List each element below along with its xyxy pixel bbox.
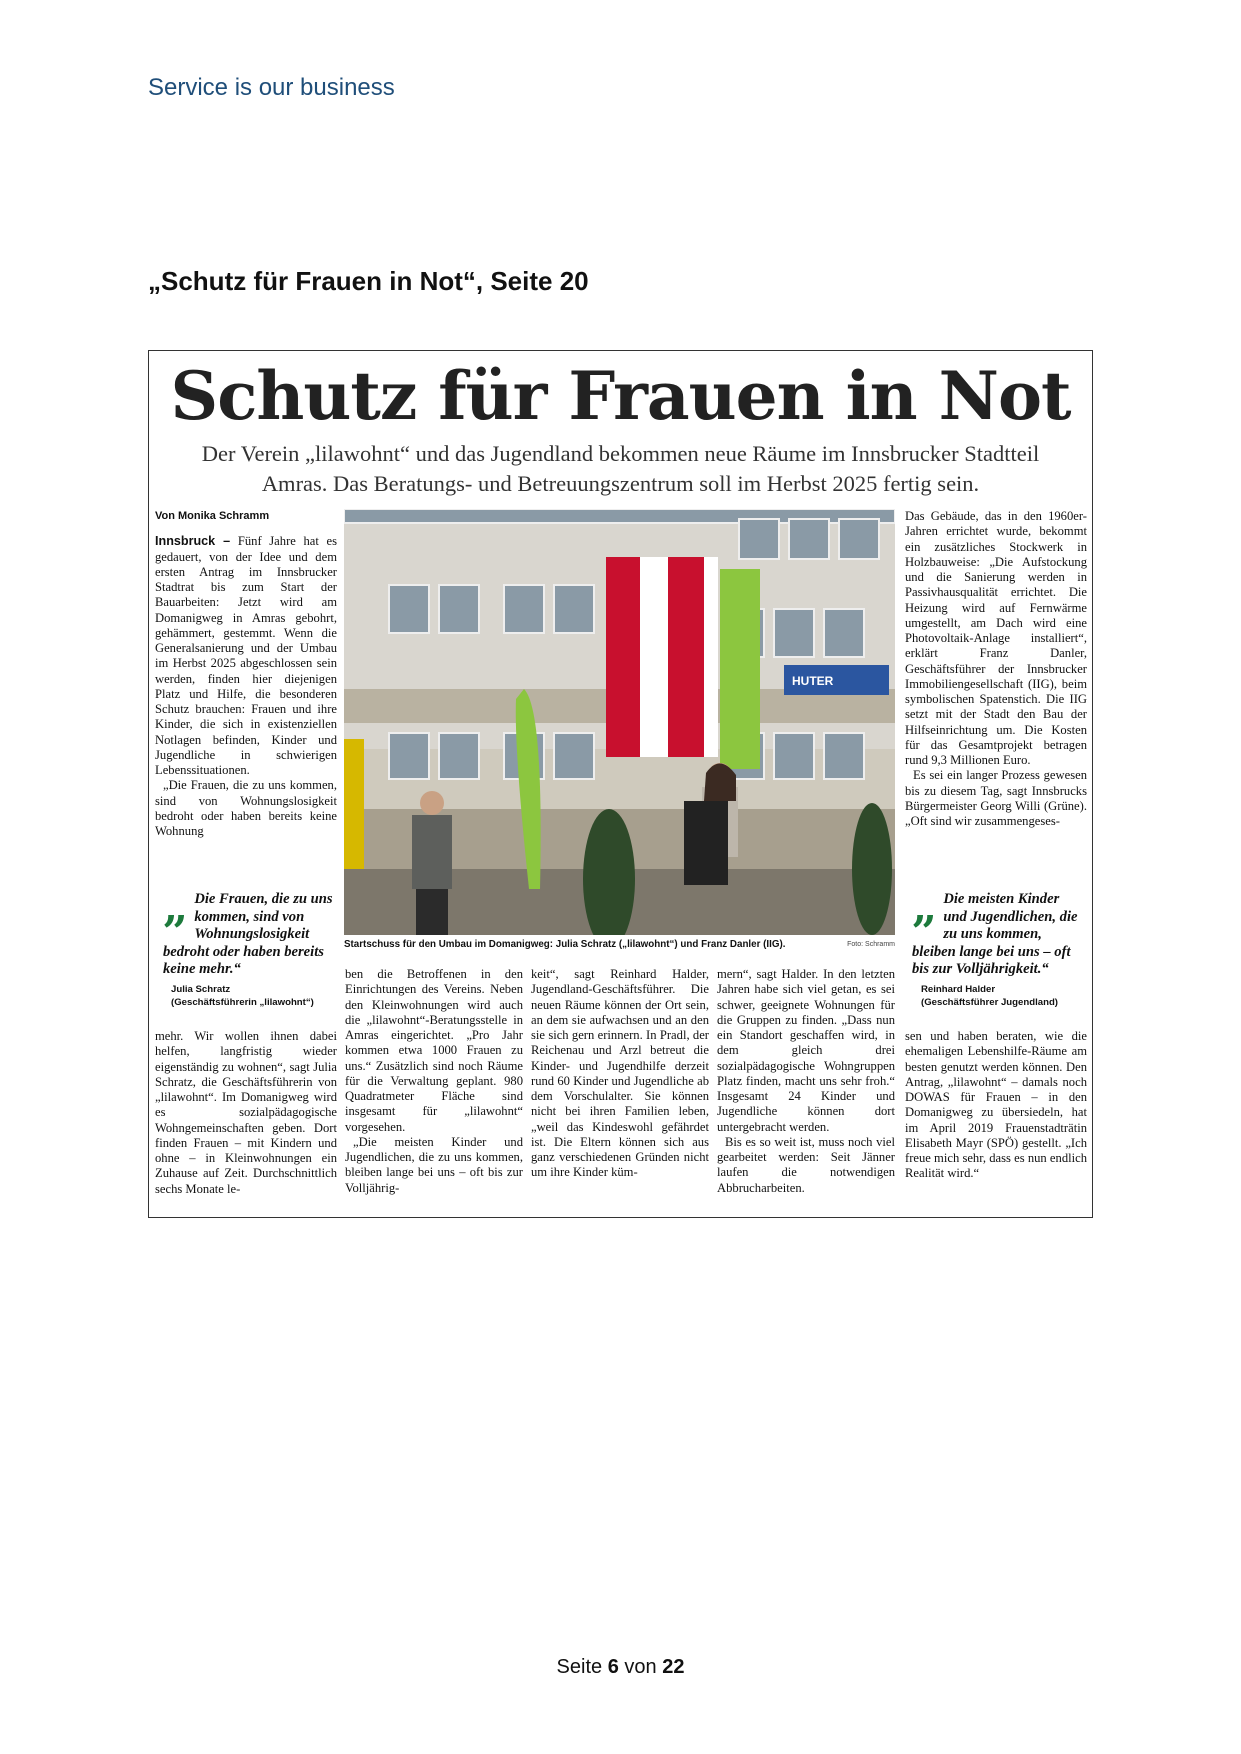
pull-quote-1-source [171,983,341,1009]
pull-quote-2-source [921,983,1091,1009]
byline: Von Monika Schramm [155,510,270,522]
column-4-paragraph-2: Bis es so weit ist, muss noch viel gearbeitet werden: Seit Jänner laufen die notwendigen Abbrucharbeiten. [717,1134,895,1195]
column-2-paragraph-2: „Die meisten Kinder und Jugendlichen, die zu uns kommen, bleiben lange bei uns – oft bis zur Volljährig- [345,1134,523,1195]
photo-sign-text: HUTER [792,674,834,688]
pull-quote-2-text: Die meisten Kinder und Jugendlichen, die zu uns kommen, bleiben lange bei uns – oft bis zur Volljährigkeit.“ [912,891,1078,977]
page-label: Seite [556,1656,603,1678]
total-pages: 22 [662,1656,685,1678]
column-2-paragraph-1: ben die Betroffenen in den Einrichtungen des Vereins. Neben den Kleinwohnungen wird auch die „lilawohnt“-Beratungsstelle in Amras eingerichtet. „Pro Jahr kommen etwa 1000 Frauen zu uns.“ Zusätzlich sind noch Räume für die Verwaltung geplant. 980 Quadratmeter Fläche sind insgesamt für „lilawohnt“ vorgesehen. [345,967,523,1134]
article-headline: Schutz für Frauen in Not [170,357,1071,435]
article-column-1 [155,509,337,839]
article-subline: Der Verein „lilawohnt“ und das Jugendland bekommen neue Räume im Innsbrucker Stadtteil Amras. Das Beratungs- und Betreuungszentrum soll im Herbst 2025 fertig sein. [201,441,1040,496]
pull-quote-1-text: Die Frauen, die zu uns kommen, sind von Wohnungslosigkeit bedroht oder haben bereits keine mehr.“ [163,891,333,977]
column-3-text: keit“, sagt Reinhard Halder, Jugendland-Geschäftsführer. Die neuen Räume können der Ort sein, an dem sie aufwachsen und an den sie sich gern erinnern. In Pradl, der Reichenau und Arzl betreut die Kinder- und Jugendhilfe derzeit rund 60 Kinder und Jugendliche ab dem Vorschulalter. Sie können nicht bei ihren Familien leben, „weil das Kindeswohl gefährdet ist. Die Eltern können sich aus ganz verschiedenen Gründen nicht um ihre Kinder küm- [531,967,709,1180]
dateline: Innsbruck – [155,534,231,549]
page-number [0,1656,1241,1679]
article-column-5-bottom [905,1029,1087,1182]
article-column-2 [345,967,523,1196]
pull-quote-1-name: Julia Schratz [171,984,231,995]
column-5-bottom-text: sen und haben beraten, wie die ehemaligen Lebenshilfe-Räume am besten genutzt werden können. Den Antrag, „lilawohnt“ – damals noch DOWAS für Frauen – in den Domanigweg zu übersiedeln, hat im April 2019 Frauenstadträtin Elisabeth Mayr (SPÖ) gestellt. „Ich freue mich sehr, dass es nun endlich Realität wird.“ [905,1029,1087,1181]
column-1-paragraph: „Die Frauen, die zu uns kommen, sind von Wohnungslosigkeit bedroht oder haben bereits keine Wohnung [155,778,337,838]
article-column-4 [717,967,895,1196]
photo-illustration [344,509,895,935]
current-page: 6 [607,1656,619,1678]
page-separator: von [624,1656,657,1678]
column-4-paragraph-1: mern“, sagt Halder. In den letzten Jahren habe sich viel getan, es sei schwer, geeignete Wohnungen für die Gruppen zu finden. „Dass nun ein Standort geschaffen wird, in dem gleich drei sozialpädagogische Wohngruppen Platz finden, macht uns sehr froh.“ Insgesamt 24 Kinder und Jugendliche können dort untergebracht werden. [717,967,895,1134]
pull-quote-2-name: Reinhard Halder [921,984,996,995]
article-photo [344,509,895,935]
quote-mark-icon: „ [912,882,938,933]
photo-caption [344,939,895,950]
quote-mark-icon: „ [163,882,189,933]
column-1-lead: Fünf Jahre hat es gedauert, von der Idee und dem ersten Antrag im Innsbrucker Stadtrat bis zum Start der Bauarbeiten: Jetzt wird am Domanigweg in Amras gebohrt, gehämmert, gestemmt. Wenn die Generalsanierung und der Umbau im Herbst 2025 abgeschlossen sein werden, finden hier diejenigen Platz und Hilfe, die besonderen Schutz brauchen: Frauen und ihre Kinder, die sich in existenziellen Notlagen befinden, Kinder und Jugendliche in schwierigen Lebenssituationen. [155,534,338,777]
pull-quote-1 [163,882,335,979]
pull-quote-2-role: (Geschäftsführer Jugendland) [921,997,1058,1008]
clipping-title: „Schutz für Frauen in Not“, Seite 20 [148,266,589,296]
newspaper-clipping [148,350,1093,1218]
column-5-paragraph-1: Das Gebäude, das in den 1960er-Jahren errichtet wurde, bekommt ein zusätzliches Stockwerk in Holzbauweise: „Die Aufstockung und die Sanierung werden in Passivhausqualität errichtet. Die Heizung wird auf Fernwärme umgestellt, am Dach wird eine Photovoltaik-Anlage installiert“, erklärt Franz Danler, Geschäftsführer der Innsbrucker Immobiliengesellschaft (IIG), beim symbolischen Spatenstich. Die IIG setzt mit der Stadt den Bau der Hilfseinrichtung um. Die Kosten für das Gesamtprojekt betragen rund 9,3 Millionen Euro. [905,509,1087,767]
article-column-3 [531,967,709,1181]
photo-caption-text: Startschuss für den Umbau im Domanigweg: Julia Schratz („lilawohnt“) und Franz Danler (IIG). [344,939,786,950]
photo-credit: Foto: Schramm [847,941,895,948]
article-column-1-bottom [155,1029,337,1197]
pull-quote-2 [912,882,1084,979]
article-column-5 [905,509,1087,829]
column-1-bottom-text: mehr. Wir wollen ihnen dabei helfen, langfristig wieder eigenständig zu wohnen“, sagt Julia Schratz, die Geschäftsführerin von „lilawohnt“. Im Domanigweg wird es sozialpädagogische Wohngemeinschaften geben. Dort finden Frauen – mit Kindern und ohne – in Kleinwohnungen ein Zuhause auf Zeit. Durchschnittlich sechs Monate le- [155,1029,337,1196]
column-5-paragraph-2: Es sei ein langer Prozess gewesen bis zu diesem Tag, sagt Innsbrucks Bürgermeister Georg Willi (Grüne). „Oft sind wir zusammengeses- [905,768,1087,828]
pull-quote-1-role: (Geschäftsführerin „lilawohnt“) [171,997,314,1008]
brand-slogan: Service is our business [148,74,395,101]
